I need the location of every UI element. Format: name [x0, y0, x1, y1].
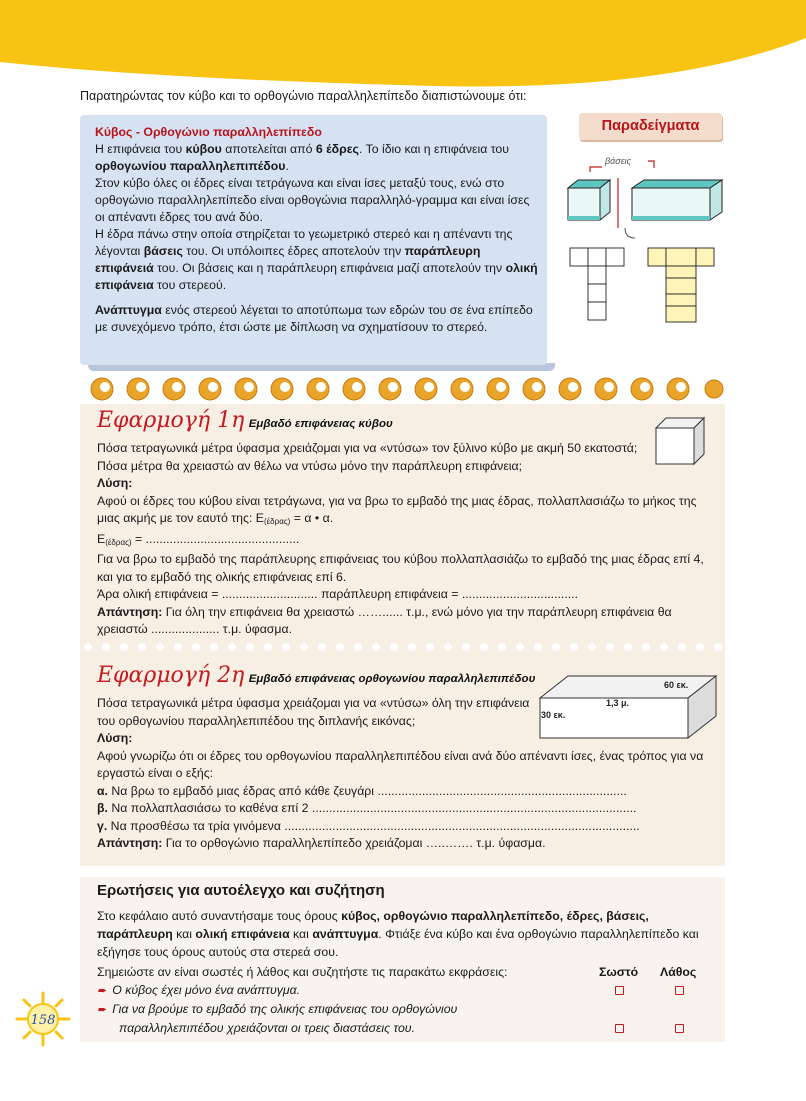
checkbox-false-1[interactable]	[675, 986, 684, 995]
application-2-step-c: γ. Να προσθέσω τα τρία γινόμενα ........................................................................................................	[97, 818, 640, 833]
definition-paragraph-2: Στον κύβο όλες οι έδρες είναι τετράγωνα και είναι ίσες μεταξύ τους, ενώ στο ορθογώνιο παραλληλεπίπεδο είναι ορθογώνια παραλληλό-γραμμα και είναι ίσες οι απέναντι έδρες του ανά δύο.	[95, 176, 530, 224]
application-2-question: Πόσα τετραγωνικά μέτρα ύφασμα χρειάζομαι για να «ντύσω» όλη την επιφάνεια του ορθογωνίου παραλληλεπιπέδου της διπλανής εικόνας;	[97, 696, 530, 728]
application-1-body	[97, 440, 717, 639]
top-yellow-band	[0, 0, 806, 95]
application-2-step-a: α. Να βρω το εμβαδό μιας έδρας από κάθε ζευγάρι .........................................................................	[97, 783, 627, 798]
examples-tab: Παραδείγματα	[579, 113, 722, 140]
dimension-height-label: 30 εκ.	[541, 710, 566, 720]
application-1-step-3: Για να βρω το εμβαδό της παράπλευρης επιφάνειας του κύβου πολλαπλασιάζω το εμβαδό της μιας έδρας επί 4, και για το εμβαδό της ολικής επιφάνειας επί 6.	[97, 552, 704, 584]
questions-body	[97, 907, 717, 1037]
checkbox-true-2[interactable]	[615, 1024, 624, 1033]
application-2-body	[97, 695, 717, 853]
definition-title: Κύβος - Ορθογώνιο παραλληλεπίπεδο	[95, 125, 322, 139]
dimension-depth-label: 60 εκ.	[664, 680, 689, 690]
application-2-solution-label: Λύση:	[97, 731, 133, 745]
box-icon	[632, 180, 722, 220]
box-net-icon	[648, 248, 714, 322]
net-definition: Ανάπτυγμα ενός στερεού λέγεται το αποτύπωμα των εδρών του σε ένα επίπεδο με συνεχόμενο τρόπο, έτσι ώστε με δίπλωση να σχηματίσουν το στερεό.	[95, 303, 533, 334]
application-1-step-2: $E_{(έ\delta\rho\alpha\varsigma)}$ = .............................................	[97, 531, 300, 547]
checkbox-false-2[interactable]	[675, 1024, 684, 1033]
cube-net-icon	[570, 248, 624, 320]
page-number-sun	[14, 990, 72, 1048]
dimension-length-label: 1,3 μ.	[606, 698, 630, 708]
arrow-icon: ➨	[97, 985, 107, 997]
dots-divider	[80, 640, 725, 654]
questions-intro: Στο κεφάλαιο αυτό συναντήσαμε τους όρους κύβος, ορθογώνιο παραλληλεπίπεδο, έδρες, βάσεις, παράπλευρη και ολική επιφάνεια και ανάπτυγμα. Φτιάξε ένα κύβο και ένα ορθογώνιο παραλληλεπίπεδο και εξήγησε τους όρους αυτούς στα στερεά σου.	[97, 909, 699, 959]
statement-2-continued: παραλληλεπιπέδου χρειάζονται οι τρεις διαστάσεις του.	[97, 1019, 717, 1037]
application-2-answer: Απάντηση: Για το ορθογώνιο παραλληλεπίπεδο χρειάζομαι …..……. τ.μ. ύφασμα.	[97, 836, 546, 850]
wave-decoration	[80, 374, 725, 404]
application-2-step-b: β. Να πολλαπλασιάσω το καθένα επί 2 ...............................................................................................	[97, 801, 637, 815]
definition-paragraph-1: Η επιφάνεια του κύβου αποτελείται από 6 έδρες. Το ίδιο και η επιφάνεια του ορθογωνίου παραλληλεπιπέδου.	[95, 142, 509, 173]
intro-text: Παρατηρώντας τον κύβο και το ορθογώνιο παραλληλεπίπεδο διαπιστώνουμε ότι:	[80, 89, 527, 103]
page-number: 158	[30, 1013, 56, 1028]
questions-prompt-row: Σημειώστε αν είναι σωστές ή λάθος και συζητήστε τις παρακάτω εκφράσεις: Σωστό Λάθος	[97, 965, 697, 979]
application-2-heading: Εφαρμογή 2η Εμβαδό επιφάνειας ορθογωνίου παραλληλεπιπέδου	[97, 663, 536, 688]
arrow-icon: ➨	[97, 1004, 107, 1016]
definition-text	[95, 124, 540, 336]
application-1-step-1: Αφού οι έδρες του κύβου είναι τετράγωνα, για να βρω το εμβαδό της μιας έδρας, πολλαπλασιάζω το μήκος της μιας ακμής με τον εαυτό της: $E_{(έ\delta\rho\alpha\varsigma)} = \alpha$ • α.	[97, 493, 697, 526]
questions-title: Ερωτήσεις για αυτοέλεγχο και συζήτηση	[97, 882, 385, 899]
application-1-step-4: Άρα ολική επιφάνεια = ............................ παράπλευρη επιφάνεια = ..................................	[97, 587, 579, 601]
application-1-question: Πόσα τετραγωνικά μέτρα ύφασμα χρειάζομαι για να «ντύσω» τον ξύλινο κύβο με ακμή 50 εκατοστά; Πόσα μέτρα θα χρειαστώ αν θέλω να ντύσω μόνο την παράπλευρη επιφάνεια;	[97, 441, 638, 473]
checkbox-true-1[interactable]	[615, 986, 624, 995]
application-2-step-intro: Αφού γνωρίζω ότι οι έδρες του ορθογωνίου παραλληλεπιπέδου είναι ανά δύο απέναντι ίσες, ένας τρόπος για να εργαστώ είναι ο εξής:	[97, 748, 704, 780]
statement-2: ➨ Για να βρούμε το εμβαδό της ολικής επιφάνειας του ορθογώνιου	[97, 1002, 458, 1016]
bases-label: βάσεις	[605, 156, 632, 166]
statement-1: ➨ Ο κύβος έχει μόνο ένα ανάπτυγμα.	[97, 981, 717, 1000]
column-true: Σωστό	[599, 965, 639, 979]
definition-paragraph-3: Η έδρα πάνω στην οποία στηρίζεται το γεωμετρικό στερεό και η απέναντι της λέγονται βάσεις του. Οι υπόλοιπες έδρες αποτελούν την παράπλευρη επιφάνειά του. Οι βάσεις και η παράπλευρη επιφάνεια μαζί αποτελούν την ολική επιφάνεια του στερεού.	[95, 227, 538, 292]
column-false: Λάθος	[660, 965, 697, 979]
application-1-solution-label: Λύση:	[97, 476, 133, 490]
application-1-heading: Εφαρμογή 1η Εμβαδό επιφάνειας κύβου	[97, 408, 393, 433]
examples-figure	[560, 150, 730, 325]
application-1-answer: Απάντηση: Για όλη την επιφάνεια θα χρειαστώ ……...... τ.μ., ενώ μόνο για την παράπλευρη επιφάνεια θα χρειαστώ .................... τ.μ. ύφασμα.	[97, 604, 672, 636]
cube-icon	[568, 180, 610, 220]
